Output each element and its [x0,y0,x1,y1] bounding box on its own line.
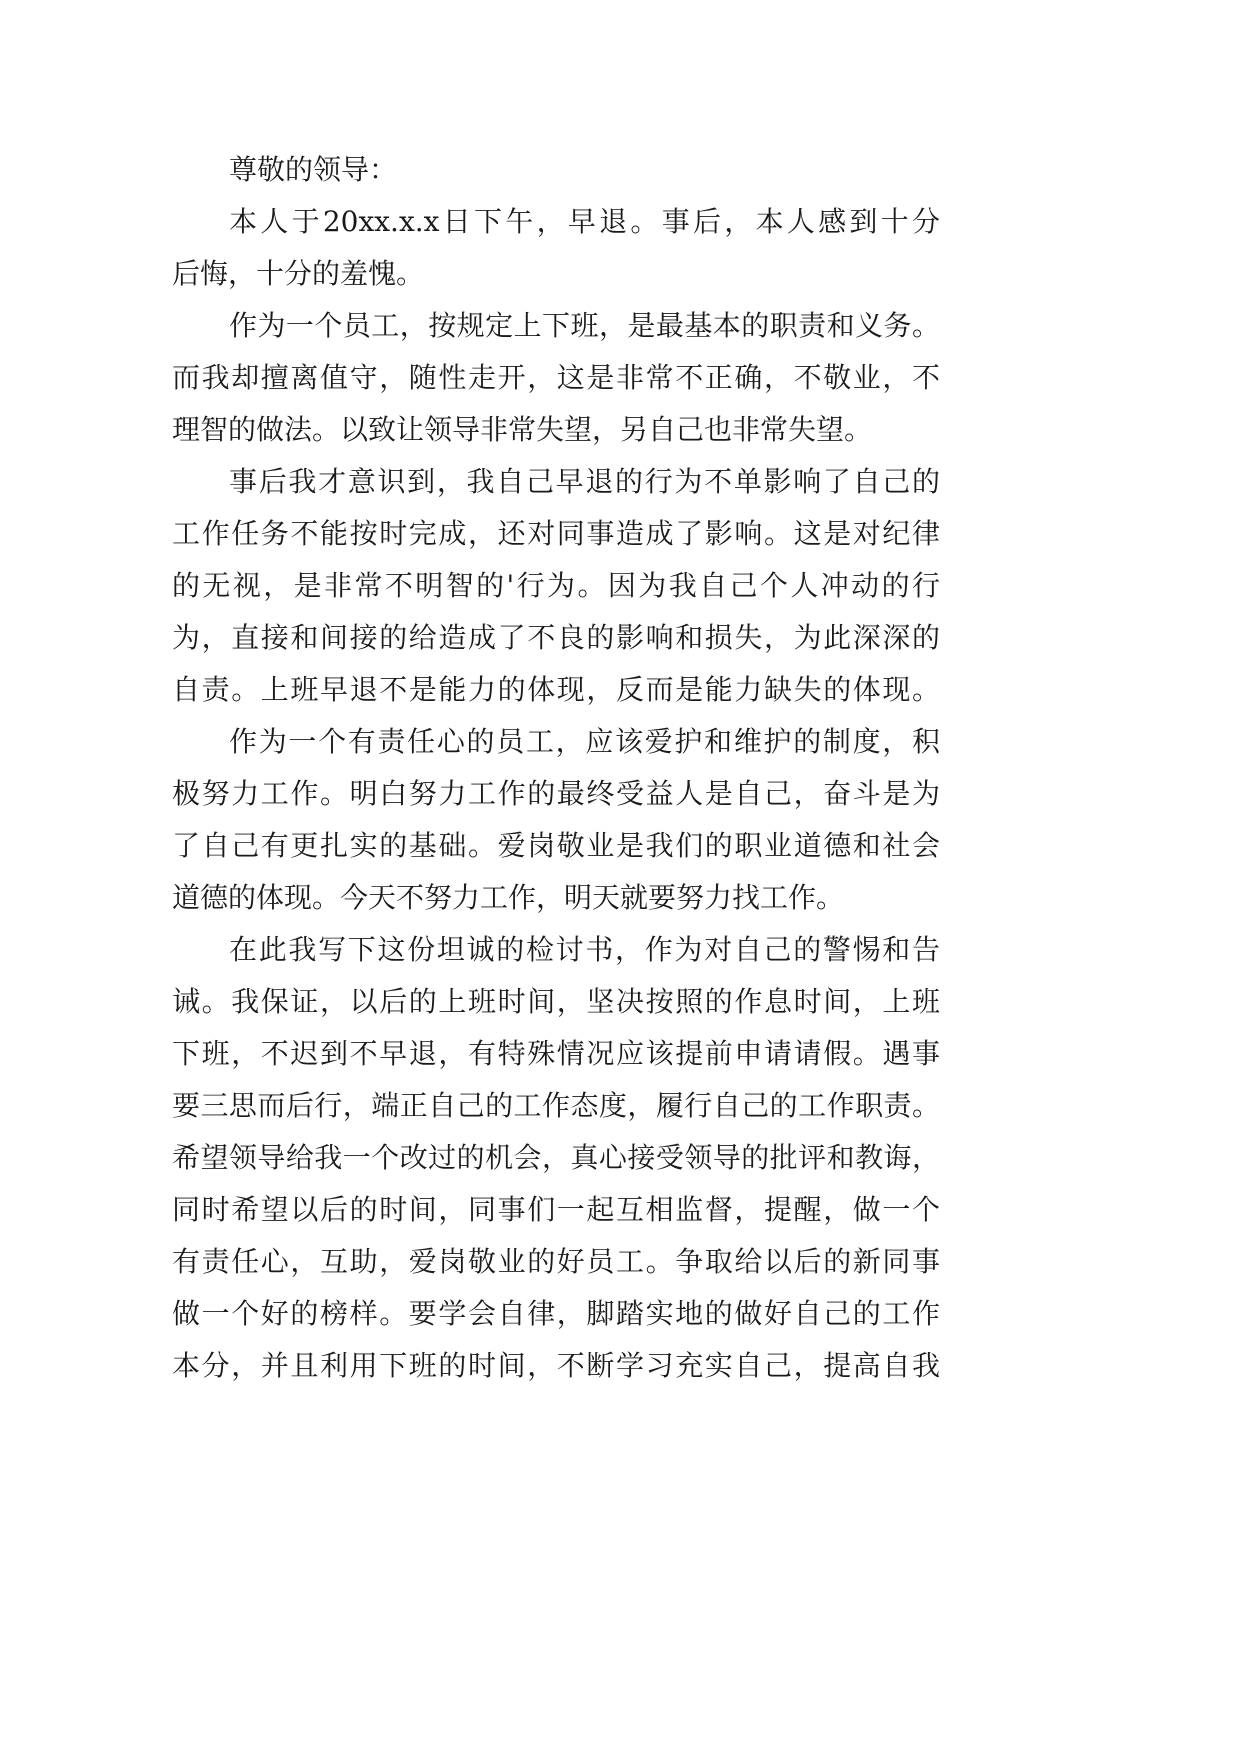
paragraph [172,716,940,924]
text-line: 后悔，十分的羞愧。 [172,257,425,290]
text-line: 要三思而后行，端正自己的工作态度，履行自己的工作职责。 [172,1089,940,1122]
text-line: 了自己有更扎实的基础。爱岗敬业是我们的职业道德和社会 [172,829,940,862]
text-line: 下班，不迟到不早退，有特殊情况应该提前申请请假。遇事 [172,1037,940,1070]
text-line: 极努力工作。明白努力工作的最终受益人是自己，奋斗是为 [172,777,940,810]
salutation-paragraph [172,144,940,196]
paragraph [172,196,940,300]
text-line: 而我却擅离值守，随性走开，这是非常不正确，不敬业，不 [172,361,940,394]
paragraph [172,456,940,716]
text-line: 同时希望以后的时间，同事们一起互相监督，提醒，做一个 [172,1193,940,1226]
text-line: 做一个好的榜样。要学会自律，脚踏实地的做好自己的工作 [172,1297,940,1330]
text-line: 事后我才意识到，我自己早退的行为不单影响了自己的 [229,465,940,498]
text-line: 希望领导给我一个改过的机会，真心接受领导的批评和教诲， [172,1141,940,1174]
text-line: 本分，并且利用下班的时间，不断学习充实自己，提高自我 [172,1349,940,1382]
paragraph [172,924,940,1392]
text-line: 自责。上班早退不是能力的体现，反而是能力缺失的体现。 [172,673,940,706]
text-line: 作为一个有责任心的员工，应该爱护和维护的制度，积 [229,725,940,758]
text-line: 工作任务不能按时完成，还对同事造成了影响。这是对纪律 [172,517,940,550]
text-line: 本人于20xx.x.x日下午，早退。事后，本人感到十分 [229,205,940,238]
text-line: 作为一个员工，按规定上下班，是最基本的职责和义务。 [229,309,940,342]
text-line: 有责任心，互助，爱岗敬业的好员工。争取给以后的新同事 [172,1245,940,1278]
text-line: 的无视，是非常不明智的'行为。因为我自己个人冲动的行 [172,569,940,602]
salutation: 尊敬的领导： [229,153,398,186]
text-line: 为，直接和间接的给造成了不良的影响和损失，为此深深的 [172,621,940,654]
text-line: 在此我写下这份坦诚的检讨书，作为对自己的警惕和告 [229,933,940,966]
text-line: 道德的体现。今天不努力工作，明天就要努力找工作。 [172,881,845,914]
paragraph [172,300,940,456]
letter-body [172,144,940,1392]
text-line: 诫。我保证，以后的上班时间，坚决按照的作息时间，上班 [172,985,940,1018]
text-line: 理智的做法。以致让领导非常失望，另自己也非常失望。 [172,413,873,446]
